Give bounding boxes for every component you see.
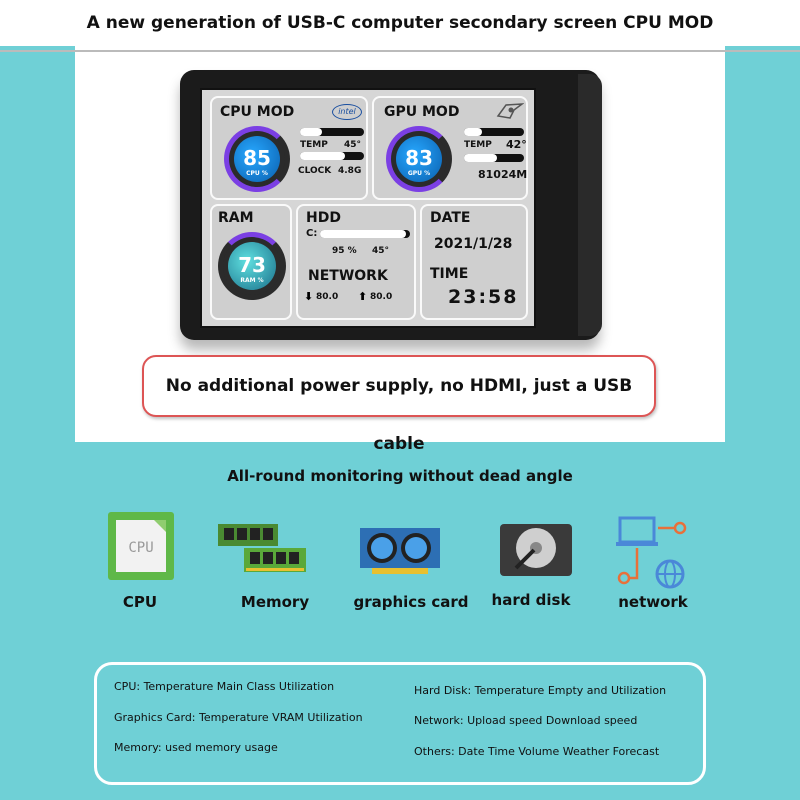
network-title: NETWORK xyxy=(308,268,388,284)
date-value: 2021/1/28 xyxy=(434,236,513,252)
cpu-card xyxy=(210,96,368,200)
hdd-temp-value: 45° xyxy=(372,246,390,256)
info-cpu: CPU: Temperature Main Class Utilization xyxy=(114,680,335,693)
headline: A new generation of USB-C computer secondary screen CPU MOD xyxy=(0,0,800,46)
graphics-card-icon xyxy=(358,526,442,580)
memory-module-icon xyxy=(216,520,308,580)
feature-label-hard-disk: hard disk xyxy=(491,591,571,609)
cpu-card-title: CPU MOD xyxy=(220,104,295,120)
device-screen xyxy=(200,88,536,328)
cpu-clock-bar xyxy=(300,152,364,160)
feature-label-cpu: CPU xyxy=(122,593,158,611)
features-subtitle: All-round monitoring without dead angle xyxy=(227,467,573,485)
gpu-card-title: GPU MOD xyxy=(384,104,460,120)
cpu-clock-value: 4.8G xyxy=(338,166,362,176)
date-title: DATE xyxy=(430,210,471,226)
network-upload-value: 80.0 xyxy=(370,292,393,302)
hdd-card-title: HDD xyxy=(306,210,341,226)
upload-arrow-icon: ⬆ xyxy=(358,290,368,303)
gpu-usage-value: 83 xyxy=(405,146,433,170)
download-arrow-icon: ⬇ xyxy=(304,290,314,303)
gpu-usage-caption: GPU % xyxy=(407,170,431,177)
feature-label-network: network xyxy=(618,593,688,611)
info-network: Network: Upload speed Download speed xyxy=(414,714,638,727)
time-value: 23:58 xyxy=(448,286,519,308)
divider xyxy=(0,50,800,52)
hdd-usage-bar xyxy=(320,230,410,238)
cpu-usage-value: 85 xyxy=(243,146,271,170)
ram-usage-caption: RAM % xyxy=(240,277,264,284)
info-others: Others: Date Time Volume Weather Forecast xyxy=(414,745,660,758)
hdd-usage-value: 95 % xyxy=(332,246,357,256)
info-box xyxy=(94,662,706,785)
hard-disk-icon xyxy=(498,522,574,582)
gpu-card xyxy=(372,96,528,200)
cpu-temp-value: 45° xyxy=(344,140,362,150)
cpu-chip-icon xyxy=(106,510,176,586)
feature-label-graphics-card: graphics card xyxy=(353,593,469,611)
gpu-memory-value: 81024M xyxy=(478,168,528,181)
ram-gauge xyxy=(218,232,286,300)
network-icon xyxy=(612,514,692,594)
callout-box: No additional power supply, no HDMI, just a USB cable xyxy=(142,355,656,417)
cpu-temp-bar xyxy=(300,128,364,136)
device-side-edge xyxy=(578,74,602,336)
gpu-memory-bar xyxy=(464,154,524,162)
cpu-clock-label: CLOCK xyxy=(298,166,332,176)
cpu-usage-caption: CPU % xyxy=(246,170,268,177)
intel-logo: intel xyxy=(332,104,362,120)
info-graphics-card: Graphics Card: Temperature VRAM Utilization xyxy=(114,711,363,724)
gpu-gauge xyxy=(386,126,452,192)
rog-logo-icon xyxy=(496,102,524,120)
cpu-temp-label: TEMP xyxy=(300,140,328,150)
ram-card xyxy=(210,204,292,320)
hdd-drive-label: C: xyxy=(306,228,318,239)
ram-card-title: RAM xyxy=(218,210,254,226)
date-time-card xyxy=(420,204,528,320)
feature-label-memory: Memory xyxy=(240,593,310,611)
info-memory: Memory: used memory usage xyxy=(114,741,278,754)
gpu-temp-bar xyxy=(464,128,524,136)
ram-usage-value: 73 xyxy=(238,253,266,277)
time-title: TIME xyxy=(430,266,469,282)
network-download-value: 80.0 xyxy=(316,292,339,302)
gpu-temp-label: TEMP xyxy=(464,140,492,150)
hdd-network-card xyxy=(296,204,416,320)
gpu-temp-value: 42° xyxy=(506,138,527,151)
cpu-gauge xyxy=(224,126,290,192)
info-hard-disk: Hard Disk: Temperature Empty and Utilization xyxy=(414,684,667,697)
svg-text:CPU: CPU xyxy=(128,540,154,556)
